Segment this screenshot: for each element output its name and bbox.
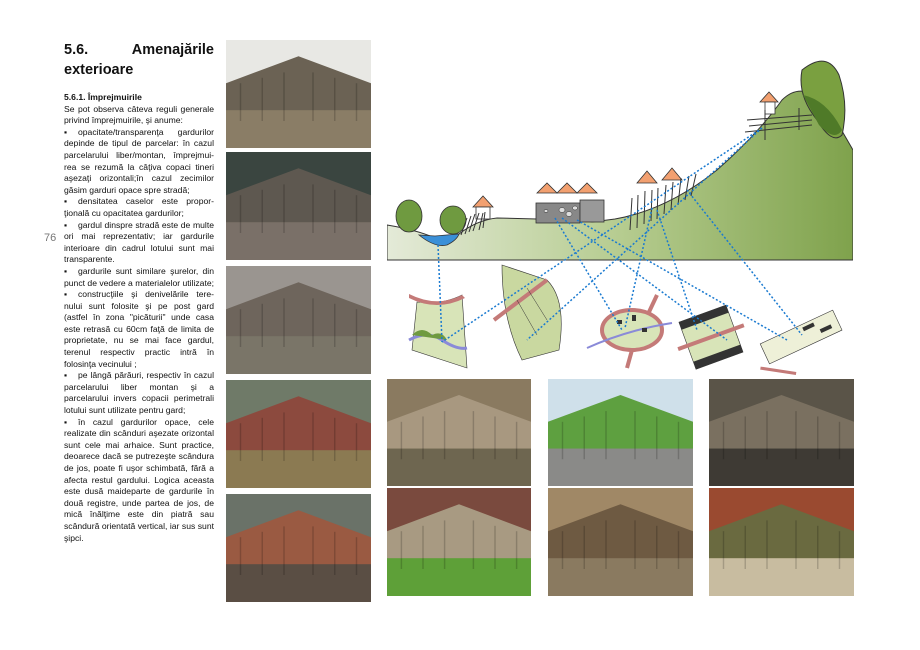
photo-barn-with-plank-fence [226, 40, 371, 148]
bullet-icon: ▪ [64, 289, 68, 300]
bullet-text: gardurile sunt similare şurelor, din punct de vedere a materialelor utilizate; [64, 265, 214, 288]
bullet-item [64, 417, 214, 545]
bullet-icon: ▪ [64, 126, 68, 137]
photo-overgrown-barn-bare-trees [226, 266, 371, 374]
photo-stone-barn-tile-roof [387, 488, 531, 596]
bullet-item [64, 266, 214, 289]
intro-paragraph: Se pot observa câteva reguli generale privind împrejmuirile, şi anume: [64, 103, 214, 126]
bullet-text: pe lângă părăuri, respectiv în cazul parcelarului liber montan şi a parcelarului invers copacii perimetrali lotului sunt utilizate pentru gard; [64, 370, 214, 416]
bullet-item [64, 127, 214, 197]
bullet-text: în cazul gardurilor opace, cele realizate din scânduri aşezate orizontal sunt cele mai arhaice. Sunt practice, deoarece dacă se putrezeşte scândura de jos, poate fi uşor schimbată, fără a afecta restul gardului. Logica aceasta este dusă maideparte de gardurile în două registre, unde partea de jos, de mică înălţime este din piatră sau scândură orientată vertical, iar sus sunt şipci. [64, 416, 214, 543]
photo-stone-wall-wooden-fence [387, 379, 531, 486]
bullet-text: densitatea caselor este propor-ţională cu opacitatea gardurilor; [64, 196, 214, 218]
page-number: 76 [44, 232, 57, 244]
bullet-item [64, 220, 214, 266]
text-column [64, 40, 214, 544]
section-title-word: Amenajările [131, 42, 214, 58]
bullet-icon: ▪ [64, 370, 68, 381]
bullet-icon: ▪ [64, 265, 68, 276]
bullet-text: opacitate/transparenţa gardurilor depinde de tipul de parcelar: în cazul parcelarului liber/montan, împrejmui-rea se rezumă la câţiva copaci tineri aşezaţi orizontali;în cazul zecimilor găsim garduri opace spre stradă; [64, 126, 214, 195]
bullet-item [64, 370, 214, 416]
section-number: 5.6. [64, 42, 89, 58]
photo-hillside-barn-red-roof [226, 494, 371, 602]
section-title-word-2: exterioare [64, 62, 134, 78]
bullet-text: construcţiile şi denivelările tere-nului sunt folosite şi pe post gard (astfel în zona "picăturii" unde casa este retrasă cu 60cm faţă de limita de proprietate, nu se mai face gardul, terenul respectiv practic intră în folosinţa vecinului ; [64, 289, 214, 369]
parcel-map-zecimi [670, 302, 753, 373]
bullet-icon: ▪ [64, 219, 68, 230]
photo-dark-wooden-barn-forest [226, 152, 371, 260]
photo-broken-picket-fence-woodpile [548, 488, 693, 596]
section-title [64, 40, 214, 80]
bullet-item [64, 289, 214, 370]
parcel-map-neregulat [494, 265, 561, 360]
bullet-icon: ▪ [64, 196, 68, 207]
bullet-icon: ▪ [64, 416, 68, 427]
subsection-heading: 5.6.1. Împrejmuirile [64, 92, 142, 102]
bullet-text: gardul dinspre stradă este de multe ori mai reprezentativ; iar gardurile interioare din cadrul lotului sunt mai transparente. [64, 219, 214, 265]
bullet-list [64, 127, 214, 544]
photo-picket-fence-green-meadow [548, 379, 693, 486]
photo-red-fence-stone-wall-hill [226, 380, 371, 488]
tree-icon [396, 200, 422, 232]
parcel-map-invers [751, 310, 850, 375]
terrain-diagram [387, 50, 853, 375]
photo-gate-red-bushes [709, 488, 854, 596]
terrain-diagram-svg [387, 50, 853, 375]
photo-stream-fence-village [709, 379, 854, 486]
bullet-item [64, 196, 214, 219]
